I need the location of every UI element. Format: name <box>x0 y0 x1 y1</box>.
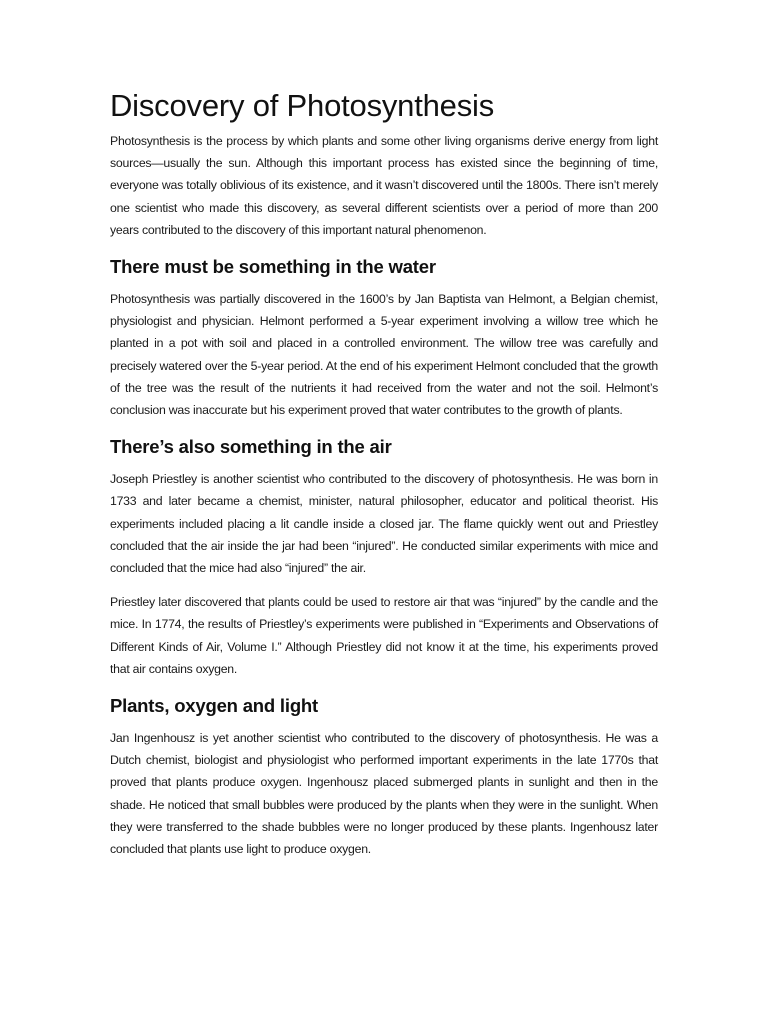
intro-paragraph: Photosynthesis is the process by which plants and some other living organisms derive energy from light sources—usually the sun. Although this important process has existed since the beginning of time, everyone was totally oblivious of its existence, and it wasn’t discovered until the 1800s. There isn’t merely one scientist who made this discovery, as several different scientists over a period of more than 200 years contributed to the discovery of this important natural phenomenon. <box>110 134 658 237</box>
page-title: Discovery of Photosynthesis <box>110 88 494 123</box>
section-air-paragraph-2: Priestley later discovered that plants could be used to restore air that was “injured” by the candle and the mice. In 1774, the results of Priestley’s experiments were published in “Experiments and Observations of Different Kinds of Air, Volume I.” Although Priestley did not know it at the time, his experiments proved that air contains oxygen. <box>110 595 658 676</box>
document-page <box>110 86 658 860</box>
section-heading-air: There’s also something in the air <box>110 436 392 458</box>
section-heading-water: There must be something in the water <box>110 256 436 278</box>
section-water-paragraph: Photosynthesis was partially discovered in the 1600’s by Jan Baptista van Helmont, a Belgian chemist, physiologist and physician. Helmont performed a 5-year experiment involving a willow tree which he planted in a pot with soil and placed in a controlled environment. The willow tree was carefully and precisely watered over the 5-year period. At the end of his experiment Helmont concluded that the growth of the tree was the result of the nutrients it had received from the water and not the soil. Helmont’s conclusion was inaccurate but his experiment proved that water contributes to the growth of plants. <box>110 292 658 418</box>
section-air-paragraph-1: Joseph Priestley is another scientist who contributed to the discovery of photosynthesis. He was born in 1733 and later became a chemist, minister, natural philosopher, educator and political theorist. His experiments included placing a lit candle inside a closed jar. The flame quickly went out and Priestley concluded that the air inside the jar had been “injured”. He conducted similar experiments with mice and concluded that the mice had also “injured” the air. <box>110 472 658 576</box>
section-light-paragraph: Jan Ingenhousz is yet another scientist who contributed to the discovery of photosynthesis. He was a Dutch chemist, biologist and physiologist who performed important experiments in the late 1770s that proved that plants produce oxygen. Ingenhousz placed submerged plants in sunlight and then in the shade. He noticed that small bubbles were produced by the plants when they were in the sunlight. When they were transferred to the shade bubbles were no longer produced by these plants. Ingenhousz later concluded that plants use light to produce oxygen. <box>110 731 658 857</box>
section-heading-light: Plants, oxygen and light <box>110 695 318 717</box>
